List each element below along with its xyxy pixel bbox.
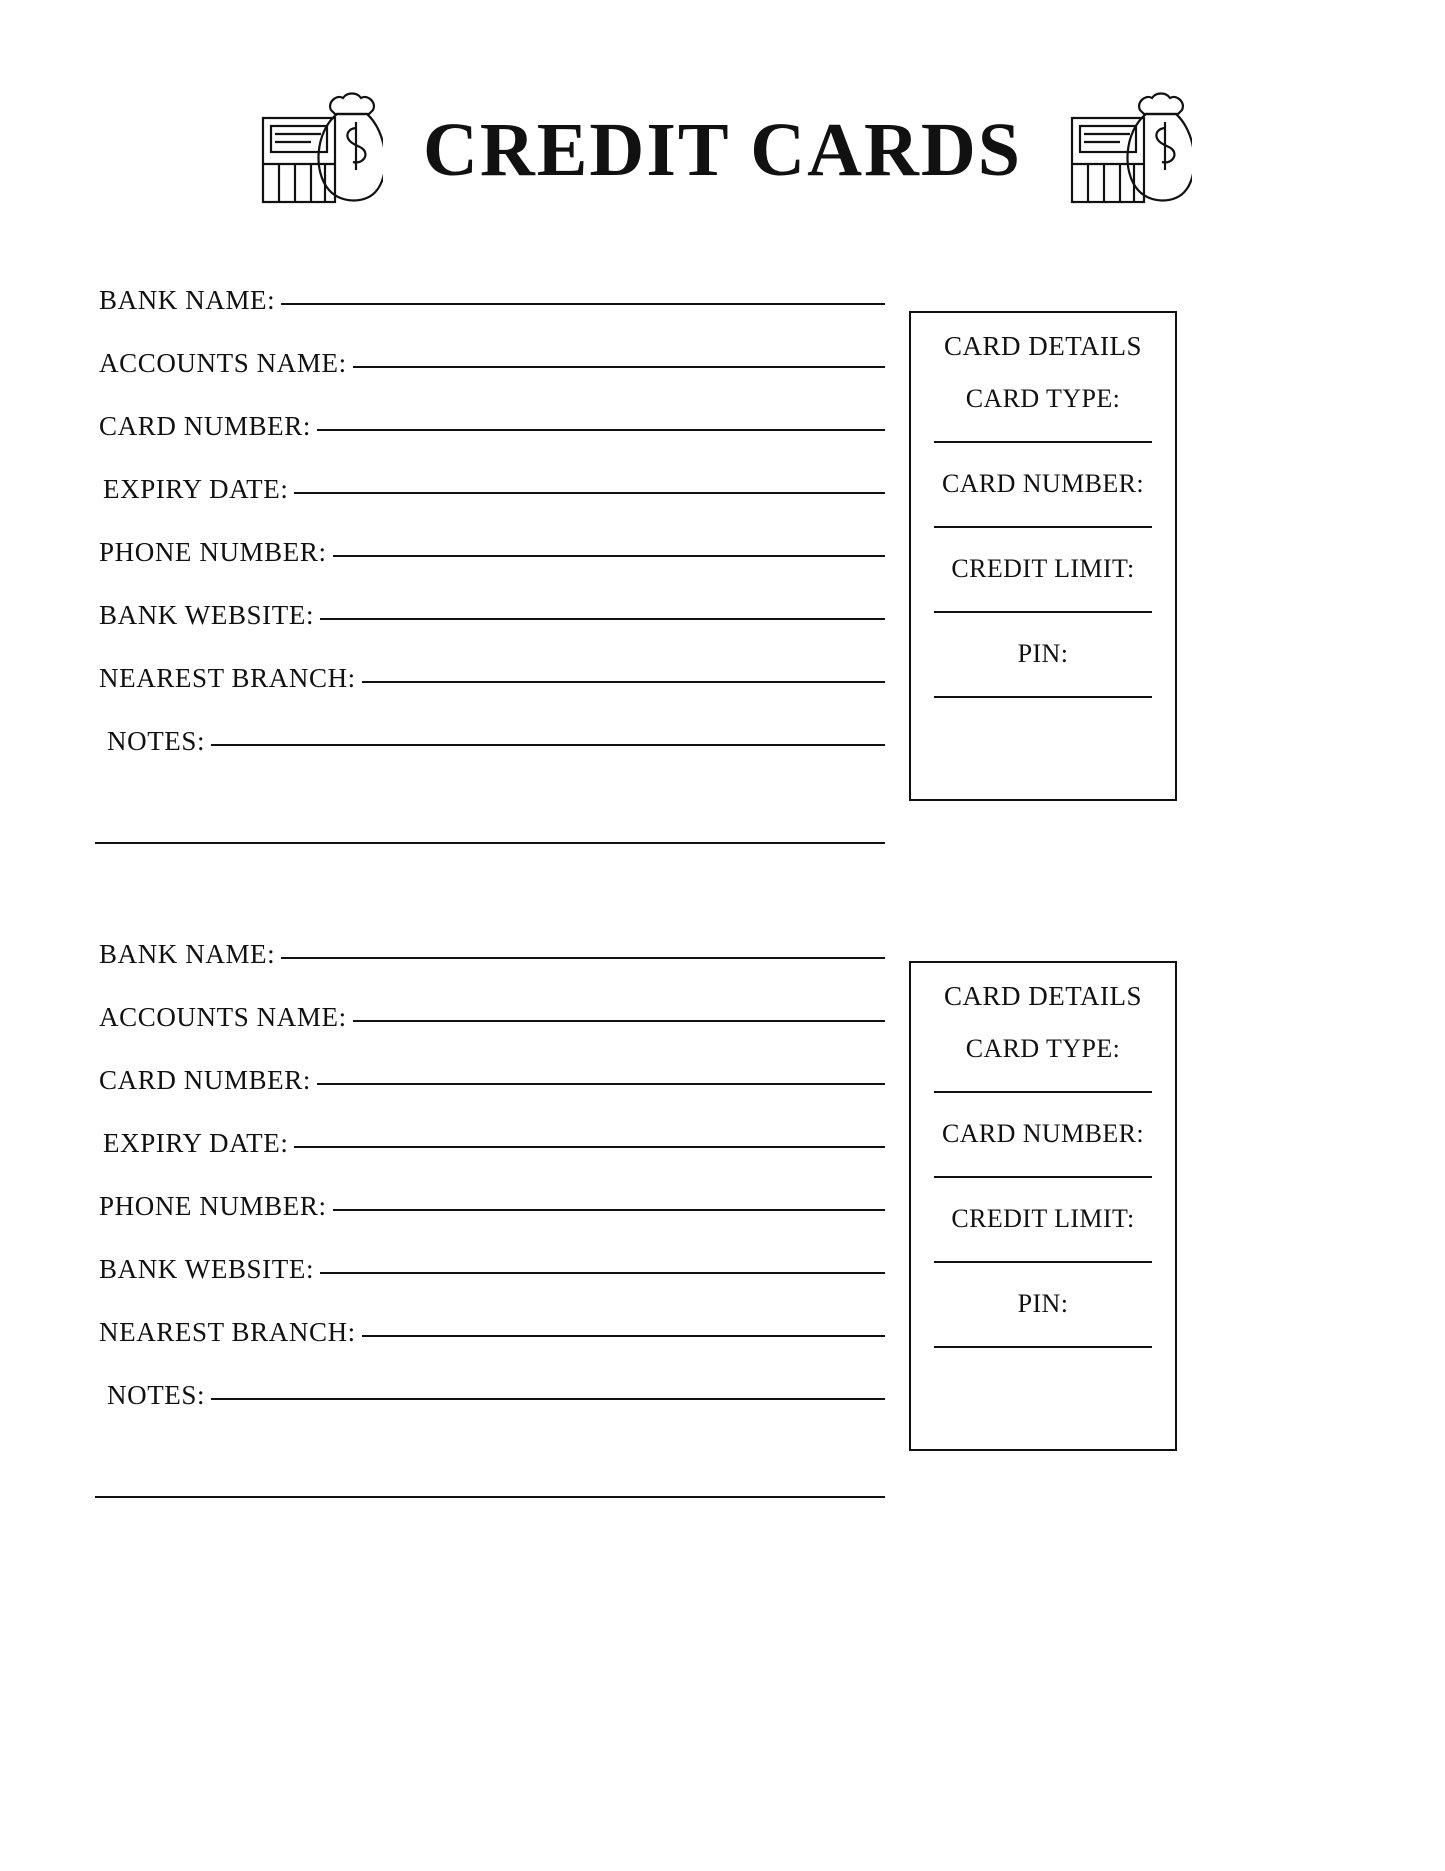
field-notes <box>95 1380 885 1443</box>
card-type-input[interactable] <box>934 440 1152 443</box>
bank-name-input[interactable] <box>281 956 885 959</box>
field-card-number <box>95 411 885 474</box>
pin-input[interactable] <box>934 1345 1152 1348</box>
card-detail-label: CARD TYPE: <box>965 384 1121 413</box>
card-detail-credit-limit <box>933 1204 1153 1263</box>
card-type-input[interactable] <box>934 1090 1152 1093</box>
expiry-date-input[interactable] <box>294 1145 885 1148</box>
card-detail-label: CREDIT LIMIT: <box>951 1204 1135 1233</box>
field-phone-number <box>95 537 885 600</box>
field-expiry-date <box>95 474 885 537</box>
field-bank-website <box>95 600 885 663</box>
money-bag-icon <box>1062 80 1192 220</box>
field-bank-name <box>95 939 885 1002</box>
card-detail-label: PIN: <box>1017 639 1069 668</box>
accounts-name-input[interactable] <box>353 365 885 368</box>
field-bank-website <box>95 1254 885 1317</box>
card-detail-label: CREDIT LIMIT: <box>951 554 1135 583</box>
field-notes <box>95 726 885 789</box>
field-accounts-name <box>95 1002 885 1065</box>
card-number-detail-input[interactable] <box>934 525 1152 528</box>
expiry-date-input[interactable] <box>294 491 885 494</box>
pin-input[interactable] <box>934 695 1152 698</box>
money-bag-icon <box>253 80 383 220</box>
card-number-input[interactable] <box>317 1082 885 1085</box>
card-detail-label: CARD NUMBER: <box>942 469 1144 498</box>
card-detail-label: CARD NUMBER: <box>942 1119 1144 1148</box>
field-label: BANK NAME: <box>99 285 276 315</box>
card-detail-card-type <box>933 1034 1153 1093</box>
card-details-title: CARD DETAILS <box>943 331 1143 361</box>
field-label: PHONE NUMBER: <box>99 1191 327 1221</box>
field-nearest-branch <box>95 663 885 726</box>
field-phone-number <box>95 1191 885 1254</box>
field-label: EXPIRY DATE: <box>103 1128 289 1158</box>
field-card-number <box>95 1065 885 1128</box>
card-details-title: CARD DETAILS <box>943 981 1143 1011</box>
field-label: CARD NUMBER: <box>99 1065 311 1095</box>
field-label: NOTES: <box>107 726 206 756</box>
field-label: ACCOUNTS NAME: <box>99 1002 347 1032</box>
nearest-branch-input[interactable] <box>362 680 885 683</box>
card-number-input[interactable] <box>317 428 885 431</box>
card-detail-card-type <box>933 384 1153 443</box>
phone-number-input[interactable] <box>333 554 885 557</box>
notes-input-line-1[interactable] <box>211 1397 885 1400</box>
field-label: NEAREST BRANCH: <box>99 663 356 693</box>
notes-input-line-2[interactable] <box>95 1495 885 1498</box>
entry-fields <box>95 285 885 844</box>
notes-input-line-2[interactable] <box>95 841 885 844</box>
card-detail-card-number <box>933 469 1153 528</box>
field-label: ACCOUNTS NAME: <box>99 348 347 378</box>
accounts-name-input[interactable] <box>353 1019 885 1022</box>
phone-number-input[interactable] <box>333 1208 885 1211</box>
field-label: NOTES: <box>107 1380 206 1410</box>
field-accounts-name <box>95 348 885 411</box>
field-bank-name <box>95 285 885 348</box>
field-nearest-branch <box>95 1317 885 1380</box>
card-detail-credit-limit <box>933 554 1153 613</box>
field-label: BANK NAME: <box>99 939 276 969</box>
credit-limit-input[interactable] <box>934 1260 1152 1263</box>
bank-website-input[interactable] <box>320 617 885 620</box>
bank-website-input[interactable] <box>320 1271 885 1274</box>
card-details-box <box>909 961 1177 1451</box>
card-detail-card-number <box>933 1119 1153 1178</box>
card-details-box <box>909 311 1177 801</box>
notes-input-line-1[interactable] <box>211 743 885 746</box>
entry-fields <box>95 939 885 1498</box>
credit-card-entry <box>0 939 1445 1498</box>
field-label: NEAREST BRANCH: <box>99 1317 356 1347</box>
field-expiry-date <box>95 1128 885 1191</box>
card-detail-pin <box>933 639 1153 698</box>
card-number-detail-input[interactable] <box>934 1175 1152 1178</box>
field-label: BANK WEBSITE: <box>99 600 315 630</box>
nearest-branch-input[interactable] <box>362 1334 885 1337</box>
field-label: CARD NUMBER: <box>99 411 311 441</box>
card-detail-label: PIN: <box>1017 1289 1069 1318</box>
card-detail-pin <box>933 1289 1153 1348</box>
field-label: BANK WEBSITE: <box>99 1254 315 1284</box>
field-label: PHONE NUMBER: <box>99 537 327 567</box>
card-detail-label: CARD TYPE: <box>965 1034 1121 1063</box>
credit-limit-input[interactable] <box>934 610 1152 613</box>
bank-name-input[interactable] <box>281 302 885 305</box>
page-header <box>0 0 1445 230</box>
page-title: CREDIT CARDS <box>422 107 1023 192</box>
credit-card-entry <box>0 285 1445 844</box>
field-label: EXPIRY DATE: <box>103 474 289 504</box>
